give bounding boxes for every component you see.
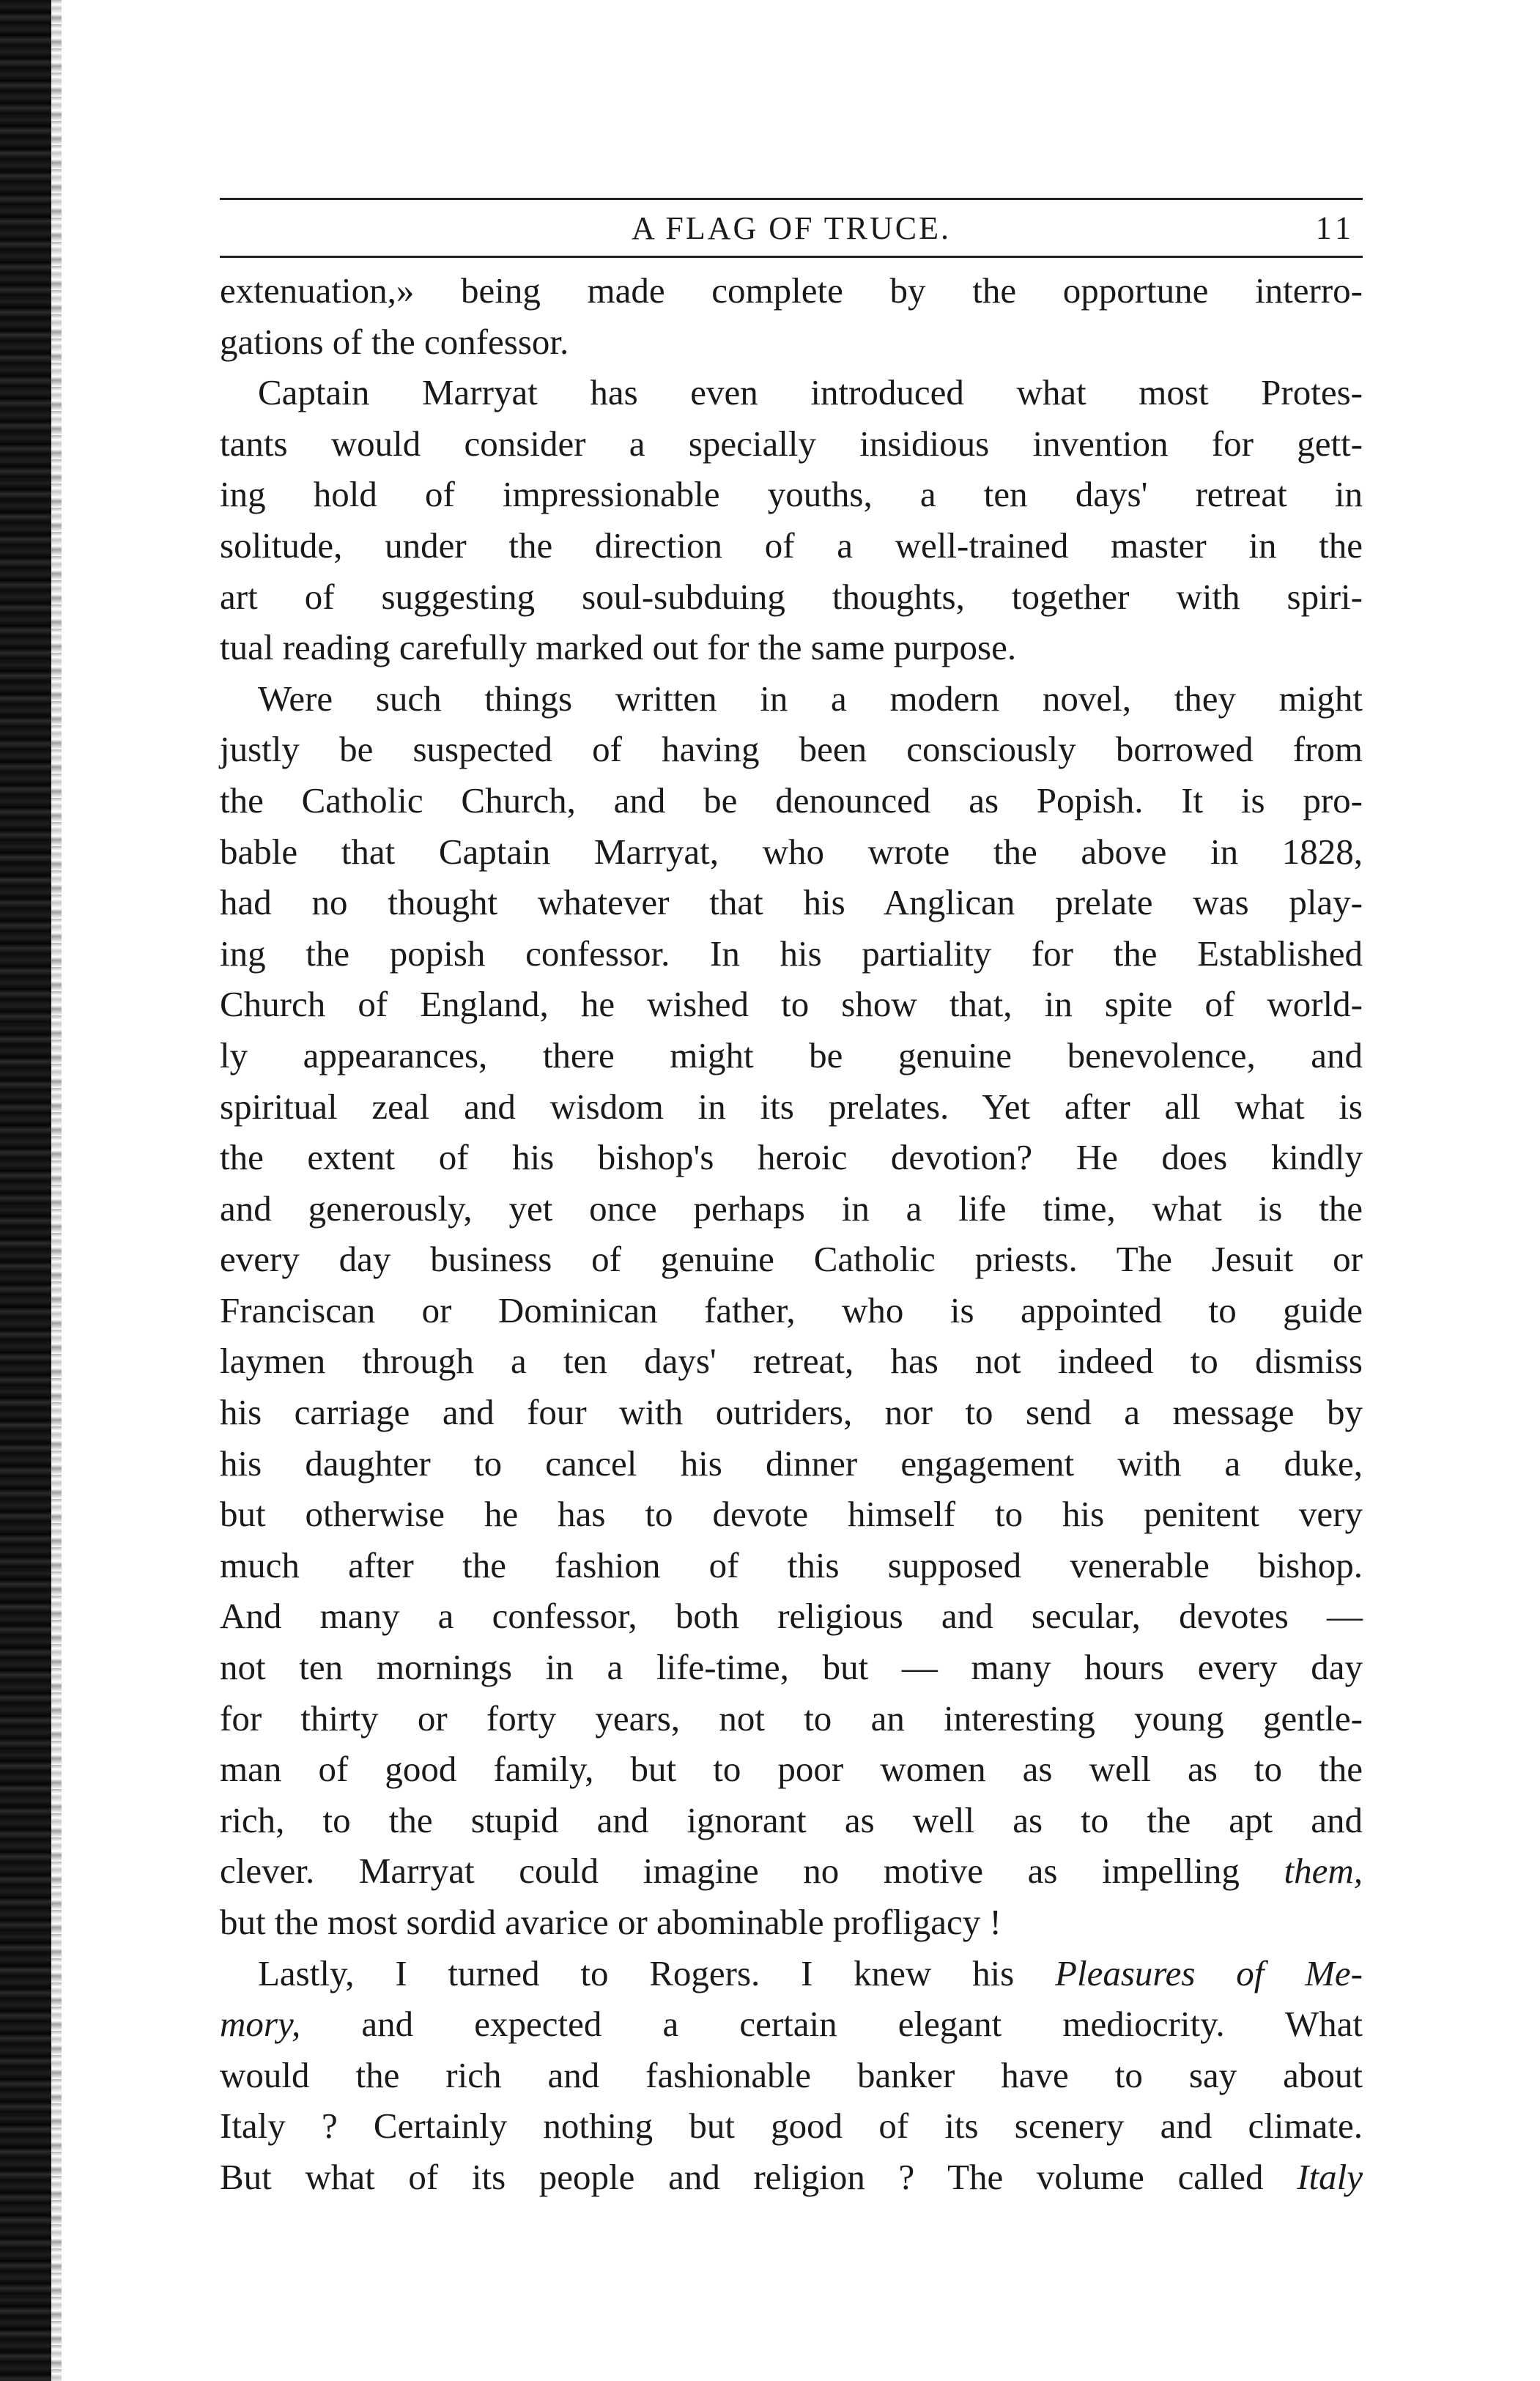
text-line: solitude, under the direction of a well-trained master in the — [220, 525, 1363, 566]
book-title-italic: Italy — [1297, 2156, 1363, 2197]
text-line: would the rich and fashionable banker have to say about — [220, 2054, 1363, 2095]
text-line: but otherwise he has to devote himself to his penitent very — [220, 1494, 1363, 1535]
text-line: for thirty or forty years, not to an interesting young gentle- — [220, 1697, 1363, 1738]
page-number: 11 — [1315, 210, 1355, 246]
text-segment: Lastly, I turned to Rogers. I knew his — [258, 1952, 1015, 1993]
text-line: had no thought whatever that his Anglican prelate was play- — [220, 882, 1363, 923]
running-header — [220, 200, 1363, 256]
text-line: Franciscan or Dominican father, who is appointed to guide — [220, 1289, 1363, 1330]
text-line: not ten mornings in a life-time, but — many hours every day — [220, 1647, 1363, 1688]
text-line: art of suggesting soul-subduing thoughts, together with spiri- — [220, 576, 1363, 617]
text-line: ing hold of impressionable youths, a ten days' retreat in — [220, 474, 1363, 515]
text-line: Were such things written in a modern novel, they might — [258, 678, 1363, 719]
book-page — [220, 198, 1363, 2203]
italic-word: them, — [1284, 1851, 1363, 1892]
text-line: Captain Marryat has even introduced what most Protes- — [258, 372, 1363, 413]
text-line: and generously, yet once perhaps in a life time, what is the — [220, 1188, 1363, 1229]
book-binding-edge — [0, 0, 51, 2381]
text-line: the Catholic Church, and be denounced as Popish. It is pro- — [220, 780, 1363, 821]
running-title: A FLAG OF TRUCE. — [632, 210, 951, 246]
book-title-italic: mory, — [220, 2004, 301, 2045]
text-line: his daughter to cancel his dinner engagement with a duke, — [220, 1443, 1363, 1484]
book-title-italic: Pleasures of Me- — [1055, 1952, 1363, 1993]
text-line: bable that Captain Marryat, who wrote the above in 1828, — [220, 831, 1363, 872]
body-text — [220, 265, 1363, 2203]
text-line: much after the fashion of this supposed venerable bishop. — [220, 1544, 1363, 1585]
text-line: And many a confessor, both religious and secular, devotes — — [220, 1596, 1363, 1637]
text-line: tants would consider a specially insidious invention for gett- — [220, 423, 1363, 464]
text-line: spiritual zeal and wisdom in its prelates. Yet after all what is — [220, 1086, 1363, 1127]
text-segment: and expected a certain elegant mediocrity. What — [361, 2004, 1363, 2045]
text-line: rich, to the stupid and ignorant as well as to the apt and — [220, 1799, 1363, 1840]
text-line: his carriage and four with outriders, nor to send a message by — [220, 1392, 1363, 1433]
text-line: Italy ? Certainly nothing but good of its scenery and climate. — [220, 2106, 1363, 2147]
text-line — [220, 1948, 1363, 1999]
text-line: gations of the confessor. — [220, 321, 569, 362]
text-line: extenuation,» being made complete by the opportune interro- — [220, 270, 1363, 311]
text-line — [220, 1999, 1363, 2050]
text-line: man of good family, but to poor women as well as to the — [220, 1749, 1363, 1790]
text-line: ing the popish confessor. In his partiality for the Established — [220, 933, 1363, 974]
text-line: laymen through a ten days' retreat, has not indeed to dismiss — [220, 1341, 1363, 1382]
text-line — [220, 2152, 1363, 2203]
text-line: but the most sordid avarice or abominable profligacy ! — [220, 1902, 1002, 1942]
text-line: justly be suspected of having been consciously borrowed from — [220, 729, 1363, 770]
text-line — [220, 1845, 1363, 1897]
text-segment: clever. Marryat could imagine no motive as impelling — [220, 1851, 1240, 1892]
text-line: tual reading carefully marked out for the same purpose. — [220, 627, 1017, 668]
text-line: every day business of genuine Catholic priests. The Jesuit or — [220, 1239, 1363, 1280]
text-segment: But what of its people and religion ? The volume called — [220, 2156, 1264, 2197]
header-rule-bottom — [220, 256, 1363, 258]
text-line: Church of England, he wished to show that, in spite of world- — [220, 984, 1363, 1025]
text-line: the extent of his bishop's heroic devotion? He does kindly — [220, 1137, 1363, 1178]
text-line: ly appearances, there might be genuine benevolence, and — [220, 1034, 1363, 1075]
